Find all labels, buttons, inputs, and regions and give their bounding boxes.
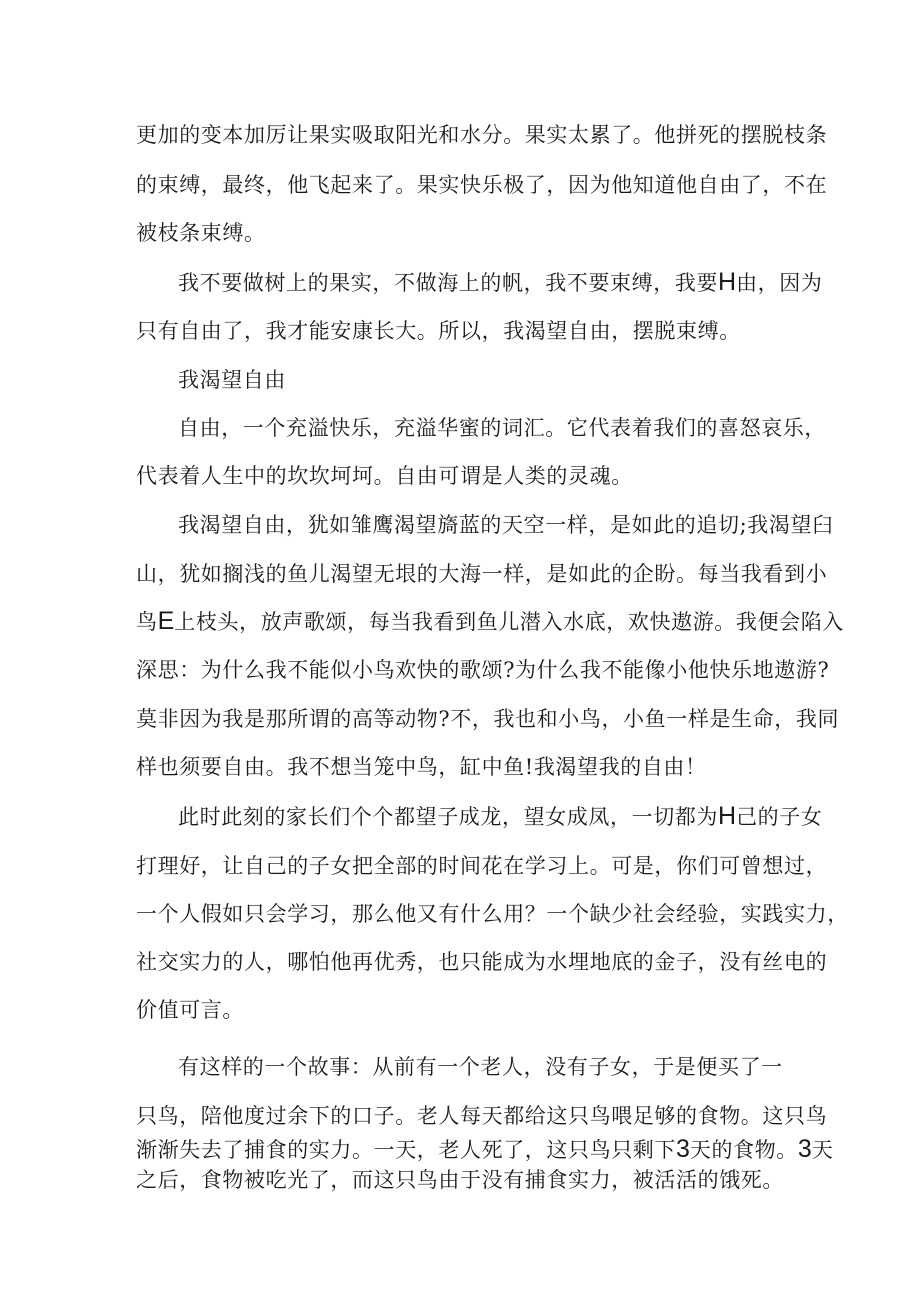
text-line: 自由，一个充溢快乐，充溢华蜜的词汇。它代表着我们的喜怒哀乐， — [178, 416, 826, 440]
text-line: 山，犹如搁浅的鱼儿渴望无垠的大海一样，是如此的企盼。每当我看到小 — [136, 562, 828, 586]
text-line: 打理好，让自己的子女把全部的时间花在学习上。可是，你们可曾想过， — [136, 854, 828, 878]
text-line: 社交实力的人，哪怕他再优秀，也只能成为水埋地底的金子，没有丝电的 — [136, 950, 828, 974]
section-heading: 我渴望自由 — [178, 368, 286, 392]
text-line: 只有自由了，我才能安康长大。所以，我渴望自由，摆脱束缚。 — [136, 319, 741, 343]
text-line: 价值可言。 — [136, 998, 244, 1022]
text-line: 莫非因为我是那所谓的高等动物?不，我也和小鸟，小鱼一样是生命，我同 — [136, 707, 840, 731]
text-line: 我渴望自由，犹如雏鹰渴望旖蓝的天空一样，是如此的追切;我渴望臼 — [178, 513, 834, 537]
text-line: 更加的变本加厉让果实吸取阳光和水分。果实太累了。他拼死的摆脱枝条 — [136, 123, 828, 147]
text-line: 深思：为什么我不能似小鸟欢快的歌颂?为什么我不能像小他快乐地遨游? — [136, 658, 830, 682]
text-line: 鸟E上枝头，放声歌颂，每当我看到鱼儿潜入水底，欢快遨游。我便会陷入 — [136, 607, 844, 635]
text-line: 代表着人生中的坎坎坷坷。自由可谓是人类的灵魂。 — [136, 464, 633, 488]
text-line: 之后，食物被吃光了，而这只鸟由于没有捕食实力，被活活的饿死。 — [136, 1168, 784, 1192]
text-line: 有这样的一个故事：从前有一个老人，没有子女，于是便买了一 — [178, 1055, 783, 1079]
text-line: 一个人假如只会学习，那么他又有什么用？一个缺少社会经验，实践实力， — [136, 902, 849, 926]
text-line: 渐渐失去了捕食的实力。一天，老人死了，这只鸟只剩下3天的食物。3天 — [136, 1135, 834, 1163]
text-line: 此时此刻的家长们个个都望子成龙，望女成凤，一切都为H己的子女 — [178, 802, 823, 830]
text-line: 我不要做树上的果实，不做海上的帆，我不要束缚，我要H由，因为 — [178, 268, 823, 296]
text-line: 样也须要自由。我不想当笼中鸟，缸中鱼!我渴望我的自由！ — [136, 755, 707, 779]
text-line: 被枝条束缚。 — [136, 221, 266, 245]
text-line: 的束缚，最终，他飞起来了。果实快乐极了，因为他知道他自由了，不在 — [136, 173, 828, 197]
text-line: 只鸟，陪他度过余下的口子。老人每天都给这只鸟喂足够的食物。这只鸟 — [136, 1104, 828, 1128]
